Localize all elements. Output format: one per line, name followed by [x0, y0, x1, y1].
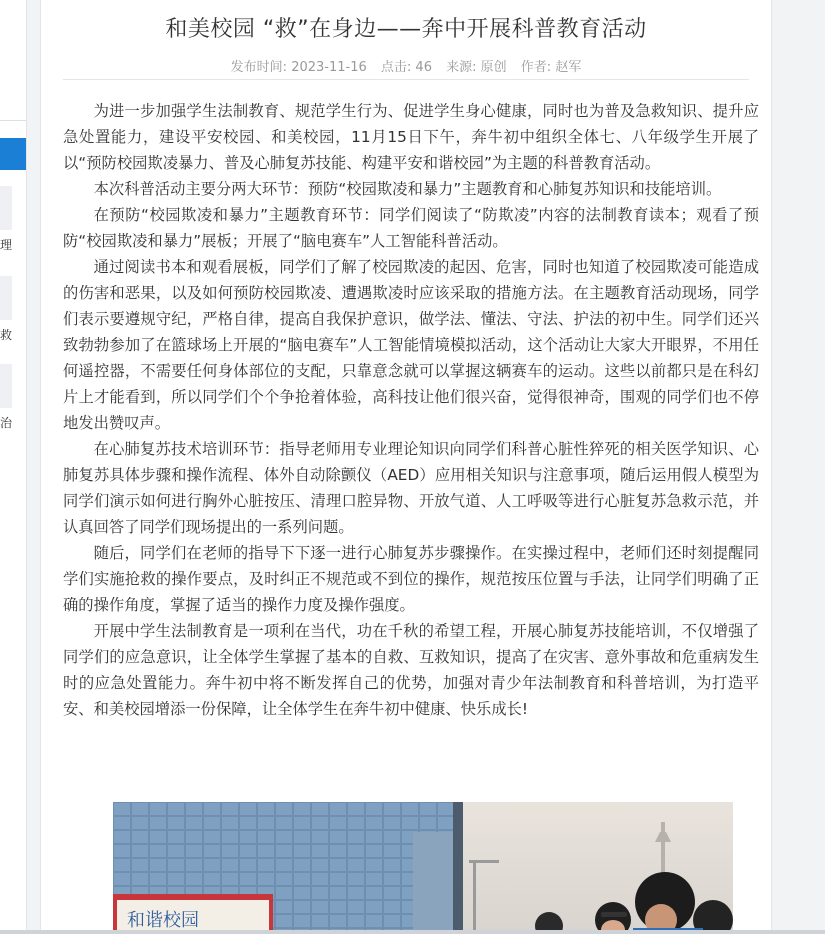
event-photo-illustration	[113, 802, 733, 934]
article-paragraph: 开展中学生法制教育是一项利在当代，功在千秋的希望工程，开展心肺复苏技能培训，不仅增强了同学们的应急意识，让全体学生掌握了基本的自救、互救知识，提高了在灾害、意外事故和危重病发生时的应急处置能力。奔牛初中将不断发挥自己的优势，加强对青少年法制教育和科普培训，为打造平安、和美校园增添一份保障，让全体学生在奔牛初中健康、快乐成长!	[63, 622, 759, 718]
click-count-label: 点击:	[380, 60, 412, 75]
article-paragraph: 在心肺复苏技术培训环节：指导老师用专业理论知识向同学们科普心脏性猝死的相关医学知识、心肺复苏具体步骤和操作流程、体外自动除颤仪（AED）应用相关知识与注意事项，随后运用假人模型为同学们演示如何进行胸外心脏按压、清理口腔异物、开放气道、人工呼吸等进行心脏复苏急救示范，并认真回答了同学们现场提出的一系列问题。	[63, 440, 759, 536]
event-photo	[113, 802, 733, 934]
sidebar-active-item[interactable]	[0, 138, 26, 170]
article-paragraph: 通过阅读书本和观看展板，同学们了解了校园欺凌的起因、危害，同时也知道了校园欺凌可能造成的伤害和恶果，以及如何预防校园欺凌、遭遇欺凌时应该采取的措施方法。在主题教育活动现场，同学们表示要遵规守纪，严格自律，提高自我保护意识，做学法、懂法、守法、护法的初中生。同学们还兴致勃勃参加了在篮球场上开展的“脑电赛车”人工智能情境模拟活动，这个活动让大家大开眼界，不用任何遥控器，不需要任何身体部位的支配，只靠意念就可以掌握这辆赛车的运动。这些以前都只是在科幻片上才能看到，所以同学们个个争抢着体验，高科技让他们很兴奋，觉得很神奇，围观的同学们也不停地发出赞叹声。	[63, 258, 759, 432]
article-paragraph: 随后，同学们在老师的指导下下逐一进行心肺复苏步骤操作。在实操过程中，老师们还时刻提醒同学们实施抢救的操作要点，及时纠正不规范或不到位的操作，规范按压位置与手法，让同学们明确了正确的操作角度，掌握了适当的操作力度及操作强度。	[63, 544, 759, 614]
article-body	[63, 98, 759, 722]
click-count-value: 46	[415, 60, 432, 75]
sidebar-item-1-label: 理	[0, 238, 13, 252]
left-sidebar	[0, 0, 27, 934]
article-meta	[41, 56, 771, 75]
sidebar-item-1[interactable]	[0, 186, 12, 230]
article-paragraph: 在预防“校园欺凌和暴力”主题教育环节：同学们阅读了“防欺凌”内容的法制教育读本；观看了预防“校园欺凌和暴力”展板；开展了“脑电赛车”人工智能科普活动。	[63, 206, 759, 250]
sidebar-divider	[0, 120, 26, 121]
publish-date-value: 2023-11-16	[291, 60, 367, 75]
author-value: 赵军	[555, 60, 582, 75]
article-paragraph: 本次科普活动主要分两大环节：预防“校园欺凌和暴力”主题教育和心肺复苏知识和技能培训。	[93, 180, 722, 198]
bottom-edge	[0, 930, 825, 934]
source-value: 原创	[480, 60, 507, 75]
sidebar-item-2[interactable]	[0, 276, 12, 320]
click-count	[381, 60, 432, 75]
author-label: 作者:	[520, 60, 552, 75]
author	[521, 60, 582, 75]
photo-banner-text: 和谐校园	[127, 910, 199, 930]
sidebar-item-3-label: 治	[0, 416, 13, 430]
sidebar-item-3[interactable]	[0, 364, 12, 408]
sidebar-item-2-label: 救	[0, 328, 13, 342]
article-paragraph: 为进一步加强学生法制教育、规范学生行为、促进学生身心健康，同时也为普及急救知识、提升应急处置能力，建设平安校园、和美校园，11月15日下午，奔牛初中组织全体七、八年级学生开展了以“预防校园欺凌暴力、普及心肺复苏技能、构建平安和谐校园”为主题的科普教育活动。	[63, 102, 759, 172]
source-label: 来源:	[446, 60, 477, 75]
article-panel	[40, 0, 772, 934]
publish-date-label: 发布时间:	[230, 60, 288, 75]
meta-divider	[63, 79, 749, 80]
publish-date	[231, 60, 367, 75]
article-title: 和美校园 “救”在身边——奔中开展科普教育活动	[165, 17, 647, 42]
source	[446, 60, 507, 75]
